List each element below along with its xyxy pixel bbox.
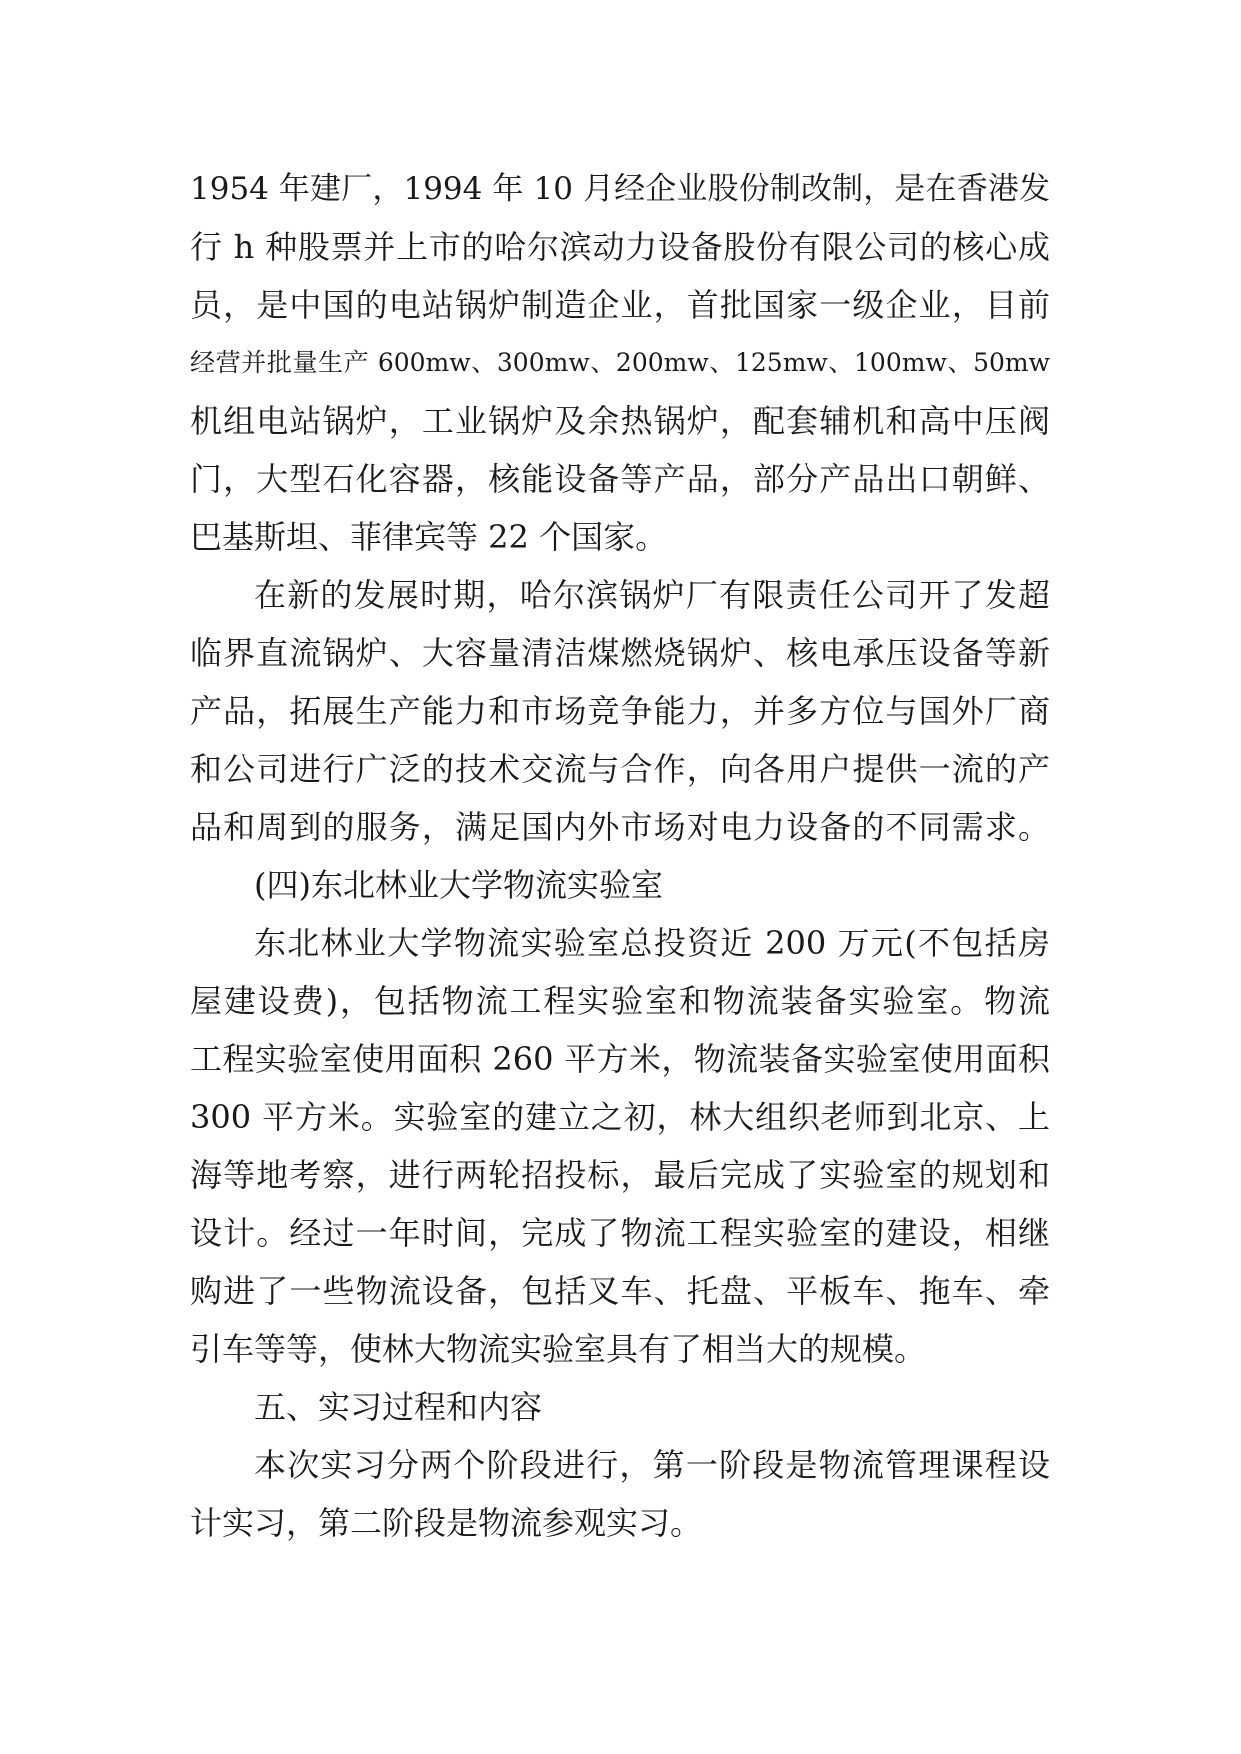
paragraph-first-line: 东北林业大学物流实验室总投资近 200 万元(不包括房 — [254, 924, 1050, 962]
text-line: 行 h 种股票并上市的哈尔滨动力设备股份有限公司的核心成 — [190, 228, 1050, 266]
section-heading: 五、实习过程和内容 — [254, 1388, 543, 1426]
paragraph-first-line: 在新的发展时期，哈尔滨锅炉厂有限责任公司开了发超 — [254, 576, 1050, 614]
text-line: 工程实验室使用面积 260 平方米，物流装备实验室使用面积 — [190, 1040, 1050, 1078]
text-line: 机组电站锅炉，工业锅炉及余热锅炉，配套辅机和高中压阀 — [190, 402, 1050, 440]
text-line: 购进了一些物流设备，包括叉车、托盘、平板车、拖车、牵 — [190, 1272, 1050, 1310]
text-line: 屋建设费)，包括物流工程实验室和物流装备实验室。物流 — [190, 982, 1050, 1020]
text-line: 经营并批量生产 600mw、300mw、200mw、125mw、100mw、50mw — [190, 348, 1050, 377]
text-line: 1954 年建厂，1994 年 10 月经企业股份制改制，是在香港发 — [190, 171, 1050, 207]
section-heading: (四)东北林业大学物流实验室 — [254, 866, 663, 904]
text-line: 引车等等，使林大物流实验室具有了相当大的规模。 — [190, 1330, 927, 1368]
paragraph-first-line: 本次实习分两个阶段进行，第一阶段是物流管理课程设 — [254, 1446, 1050, 1484]
document-body — [190, 160, 1050, 1552]
text-line: 员，是中国的电站锅炉制造企业，首批国家一级企业，目前 — [190, 286, 1050, 324]
text-line: 和公司进行广泛的技术交流与合作，向各用户提供一流的产 — [190, 750, 1050, 788]
text-line: 品和周到的服务，满足国内外市场对电力设备的不同需求。 — [190, 808, 1050, 846]
text-line: 巴基斯坦、菲律宾等 22 个国家。 — [190, 518, 668, 556]
text-line: 海等地考察，进行两轮招投标，最后完成了实验室的规划和 — [190, 1156, 1050, 1194]
text-line: 计实习，第二阶段是物流参观实习。 — [190, 1504, 703, 1542]
text-line: 门，大型石化容器，核能设备等产品，部分产品出口朝鲜、 — [190, 460, 1050, 498]
text-line: 临界直流锅炉、大容量清洁煤燃烧锅炉、核电承压设备等新 — [190, 634, 1050, 672]
text-line: 设计。经过一年时间，完成了物流工程实验室的建设，相继 — [190, 1214, 1050, 1252]
text-line: 产品，拓展生产能力和市场竞争能力，并多方位与国外厂商 — [190, 692, 1050, 730]
text-line: 300 平方米。实验室的建立之初，林大组织老师到北京、上 — [190, 1098, 1050, 1136]
